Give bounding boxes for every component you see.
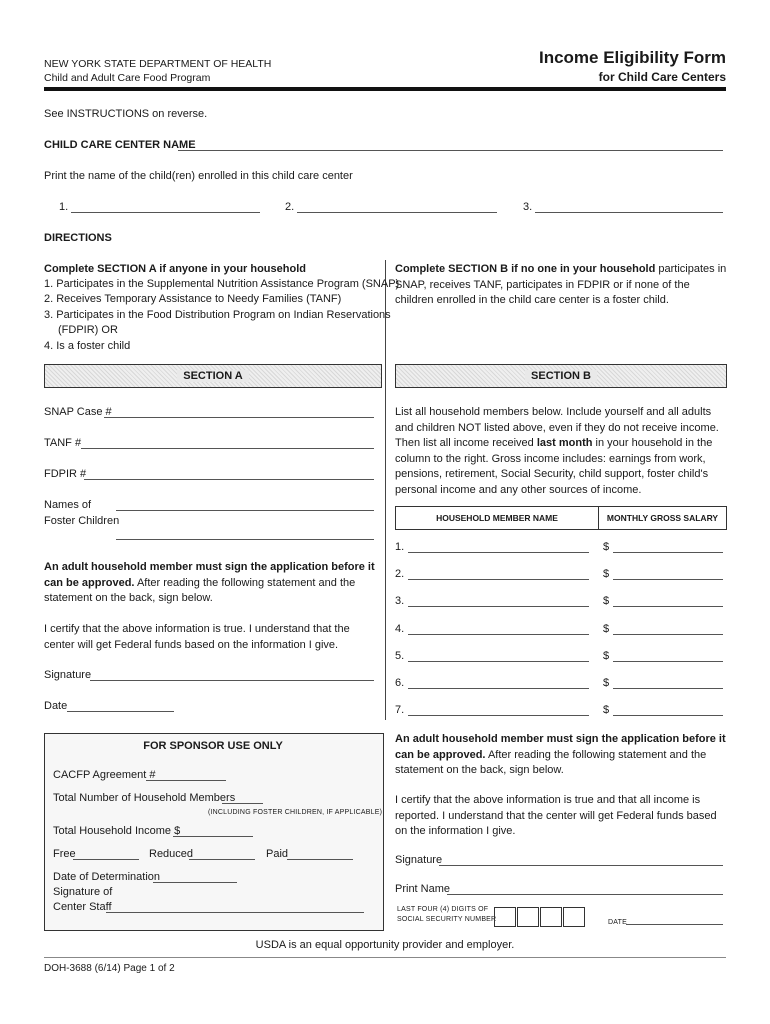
tanf-label: TANF #: [44, 437, 82, 449]
section-b-intro-2: in your household in the column to the right. Gross income includes: earnings from work, pensions, retirement, Social Security, child support, foster child's personal income and any other sources of income.: [395, 437, 713, 496]
determination-date-label: Date of Determination: [53, 871, 160, 883]
section-b-directions-text: participates in SNAP, receives TANF, participates in FDPIR or if none of the children enrolled in the child care center is a foster child.: [395, 263, 727, 306]
child-2-field[interactable]: [297, 212, 497, 213]
monthly-salary-field[interactable]: [613, 661, 723, 662]
direction-a-item-4: 4. Is a foster child: [44, 340, 131, 352]
household-member-name-header: HOUSEHOLD MEMBER NAME: [396, 507, 599, 529]
monthly-salary-field[interactable]: [613, 688, 723, 689]
staff-signature-field[interactable]: [106, 912, 364, 913]
tanf-field[interactable]: [81, 448, 374, 449]
household-members-note: (INCLUDING FOSTER CHILDREN, IF APPLICABLE): [208, 809, 383, 816]
household-member-name-field[interactable]: [408, 552, 589, 553]
section-a-date-label: Date: [44, 700, 68, 712]
child-2-label: 2.: [285, 201, 295, 213]
form-title: Income Eligibility Form: [538, 48, 726, 67]
household-member-name-field[interactable]: [408, 606, 589, 607]
section-b-directions-heading: Complete SECTION B if no one in your household: [395, 263, 656, 275]
print-name-field[interactable]: [447, 894, 723, 895]
currency-symbol: $: [603, 541, 610, 553]
section-a-title: SECTION A: [177, 370, 249, 382]
staff-signature-label-1: Signature of: [53, 886, 113, 898]
section-b-signature-label: Signature: [395, 854, 443, 866]
reduced-field[interactable]: [189, 859, 255, 860]
section-b-intro-1: List all household members below. Include yourself and all adults and children NOT listed above, even if they do not receive income. Then list all income received: [395, 406, 719, 449]
ssn-digit-1[interactable]: [494, 907, 516, 927]
staff-signature-label-2: Center Staff: [53, 901, 112, 913]
header-rule: [44, 87, 726, 91]
monthly-salary-field[interactable]: [613, 579, 723, 580]
household-members-field[interactable]: [222, 803, 263, 804]
snap-case-field[interactable]: [104, 417, 374, 418]
program-name: Child and Adult Care Food Program: [44, 72, 211, 84]
form-subtitle: for Child Care Centers: [598, 70, 726, 84]
reduced-label: Reduced: [149, 848, 194, 860]
paid-label: Paid: [266, 848, 289, 860]
ssn-label-1: LAST FOUR (4) DIGITS OF: [397, 906, 489, 913]
currency-symbol: $: [603, 595, 610, 608]
income-table-header: [395, 506, 727, 530]
household-member-name-field[interactable]: [408, 688, 589, 689]
monthly-salary-field[interactable]: [613, 552, 723, 553]
section-b-sign-notice-bold: An adult household member must sign the application before it can be approved.: [395, 733, 726, 761]
section-b-sign-notice-text: After reading the following statement and the statement on the back, sign below.: [395, 748, 707, 776]
section-a-date-field[interactable]: [67, 711, 174, 712]
ssn-digit-4[interactable]: [563, 907, 585, 927]
direction-a-item-1: 1. Participates in the Supplemental Nutrition Assistance Program (SNAP): [44, 278, 400, 290]
section-a-header: [44, 364, 382, 388]
cacfp-agreement-label: CACFP Agreement #: [53, 769, 156, 781]
monthly-salary-field[interactable]: [613, 715, 723, 716]
currency-symbol: $: [603, 677, 610, 689]
household-income-field[interactable]: [173, 836, 253, 837]
section-a-certify: I certify that the above information is true. I understand that the center will get Federal funds based on the information I give.: [44, 623, 350, 651]
section-a-sign-notice-bold: An adult household member must sign the application before it can be approved.: [44, 561, 375, 589]
free-label: Free: [53, 848, 76, 860]
ssn-label-2: SOCIAL SECURITY NUMBER: [397, 916, 497, 923]
income-row-number: 1.: [395, 541, 405, 553]
direction-a-item-3: 3. Participates in the Food Distribution Program on Indian Reservations: [44, 309, 391, 321]
direction-a-item-2: 2. Receives Temporary Assistance to Needy Families (TANF): [44, 293, 342, 305]
foster-children-field-2[interactable]: [116, 539, 374, 540]
section-a-sign-notice: [44, 560, 380, 607]
section-b-header: [395, 364, 727, 388]
agency-name: NEW YORK STATE DEPARTMENT OF HEALTH: [44, 58, 272, 70]
household-member-name-field[interactable]: [408, 579, 589, 580]
fdpir-label: FDPIR #: [44, 468, 87, 480]
section-b-directions: [395, 262, 727, 309]
directions-heading: DIRECTIONS: [44, 232, 112, 244]
currency-symbol: $: [603, 704, 610, 717]
child-1-label: 1.: [59, 201, 69, 213]
fdpir-field[interactable]: [84, 479, 374, 480]
household-income-label: Total Household Income $: [53, 825, 181, 837]
foster-children-field-1[interactable]: [116, 510, 374, 511]
income-row-number: 3.: [395, 595, 405, 608]
income-row-number: 7.: [395, 704, 405, 717]
footer-rule: [44, 957, 726, 958]
income-row-number: 2.: [395, 568, 405, 581]
section-a-sign-notice-text: After reading the following statement and the statement on the back, sign below.: [44, 576, 356, 604]
section-b-date-label: DATE: [608, 919, 627, 926]
section-b-intro-bold: last month: [536, 437, 593, 449]
usda-statement: USDA is an equal opportunity provider and employer.: [255, 939, 515, 951]
monthly-gross-salary-header: MONTHLY GROSS SALARY: [606, 513, 719, 523]
household-member-name-field[interactable]: [408, 634, 589, 635]
household-members-label: Total Number of Household Members: [53, 792, 236, 804]
children-prompt: Print the name of the child(ren) enrolled in this child care center: [44, 170, 353, 182]
household-member-name-field[interactable]: [408, 715, 589, 716]
section-b-date-field[interactable]: [626, 924, 723, 925]
print-name-label: Print Name: [395, 883, 451, 895]
free-field[interactable]: [73, 859, 139, 860]
column-divider: [385, 260, 386, 720]
child-3-label: 3.: [523, 201, 533, 213]
section-a-signature-label: Signature: [44, 669, 92, 681]
ssn-digit-3[interactable]: [540, 907, 562, 927]
section-a-signature-field[interactable]: [90, 680, 374, 681]
section-b-sign-notice: [395, 732, 727, 779]
paid-field[interactable]: [287, 859, 353, 860]
section-b-signature-field[interactable]: [439, 865, 723, 866]
center-name-field[interactable]: [178, 150, 723, 151]
currency-symbol: $: [603, 622, 610, 635]
snap-case-label: SNAP Case #: [44, 406, 112, 418]
center-name-label: CHILD CARE CENTER NAME: [44, 139, 196, 151]
foster-children-label-2: Foster Children: [44, 515, 120, 527]
section-b-title: SECTION B: [525, 370, 597, 382]
income-row-number: 6.: [395, 677, 405, 689]
monthly-salary-field[interactable]: [613, 606, 723, 607]
currency-symbol: $: [603, 568, 610, 581]
ssn-digit-2[interactable]: [517, 907, 539, 927]
currency-symbol: $: [603, 649, 610, 662]
income-row-number: 5.: [395, 649, 405, 662]
sponsor-title: FOR SPONSOR USE ONLY: [143, 740, 283, 752]
section-b-intro: [395, 405, 727, 498]
header-agency-block: [44, 57, 271, 85]
determination-date-field[interactable]: [153, 882, 237, 883]
foster-children-label-1: Names of: [44, 499, 92, 511]
child-1-field[interactable]: [71, 212, 260, 213]
section-a-directions-heading: Complete SECTION A if anyone in your household: [44, 263, 306, 275]
section-b-certify: I certify that the above information is true and that all income is reported. I understand that the center will get Federal funds based on the information I give.: [395, 794, 717, 837]
income-row-number: 4.: [395, 622, 405, 635]
direction-a-item-3b: (FDPIR) OR: [58, 324, 118, 336]
cacfp-agreement-field[interactable]: [146, 780, 226, 781]
child-3-field[interactable]: [535, 212, 723, 213]
monthly-salary-field[interactable]: [613, 634, 723, 635]
instructions-note: See INSTRUCTIONS on reverse.: [44, 108, 208, 120]
form-id: DOH-3688 (6/14) Page 1 of 2: [44, 963, 175, 974]
household-member-name-field[interactable]: [408, 661, 589, 662]
